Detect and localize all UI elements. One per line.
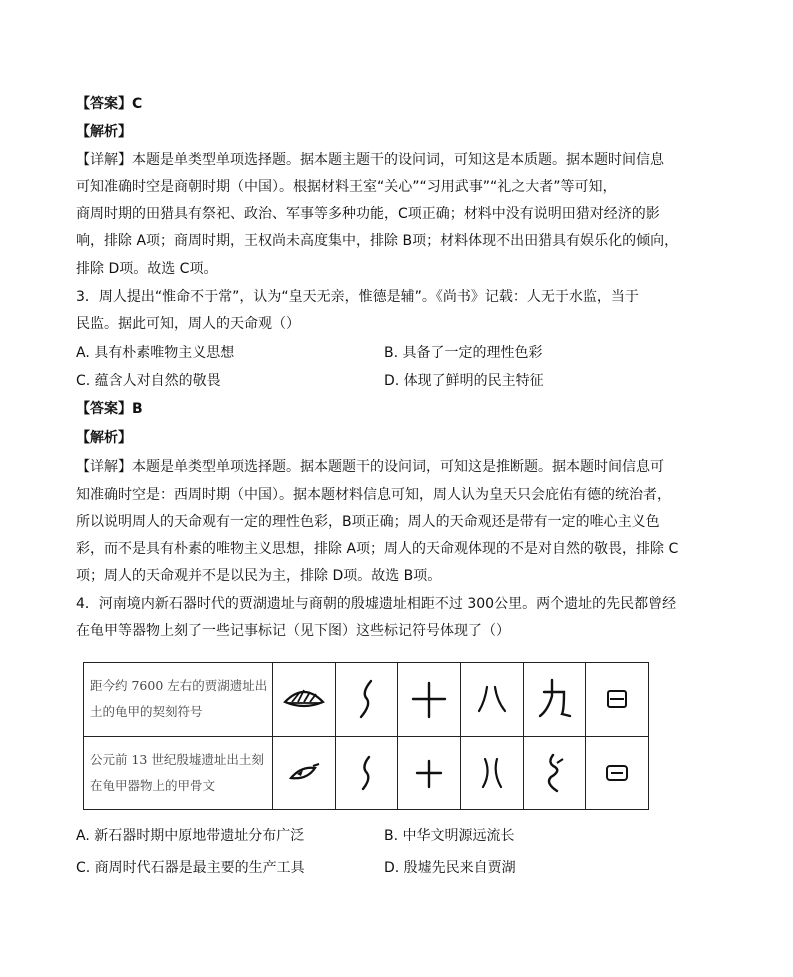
q3-analysis-label: 【解析】 xyxy=(76,430,132,446)
answer-value: C xyxy=(132,96,143,112)
answer-value: B xyxy=(132,401,143,417)
table-row xyxy=(84,736,649,810)
curve-glyph-icon xyxy=(335,663,398,737)
sun-glyph-icon xyxy=(586,736,649,810)
q3-detail-line: 【详解】本题是单类型单项选择题。据本题题干的设问词，可知这是推断题。据本题时间信息可 xyxy=(76,459,664,475)
eye-glyph-icon xyxy=(273,736,336,810)
row-label-line: 土的龟甲的契刻符号 xyxy=(90,704,203,720)
q3-detail-line: 所以说明周人的天命观有一定的理性色彩，B项正确；周人的天命观还是带有一定的唯心主义色 xyxy=(76,514,660,530)
q4-stem-line: 4．河南境内新石器时代的贾湖遗址与商朝的殷墟遗址相距不过 300公里。两个遗址的先民都曾经 xyxy=(76,596,677,612)
eight-glyph-icon xyxy=(460,663,523,737)
q2-detail-line: 商周时期的田猎具有祭祀、政治、军事等多种功能，C项正确；材料中没有说明田猎对经济的影 xyxy=(76,206,660,222)
q3-option-a: A. 具有朴素唯物主义思想 xyxy=(76,345,235,361)
q3-detail-line: 知准确时空是：西周时期（中国）。据本题材料信息可知，周人认为皇天只会庇佑有德的统治者， xyxy=(76,487,671,503)
nine-glyph-icon xyxy=(523,736,586,810)
answer-label: 【答案】 xyxy=(76,401,132,417)
row-label-line: 公元前 13 世纪殷墟遗址出土刻 xyxy=(90,751,264,767)
q4-option-c: C. 商周时代石器是最主要的生产工具 xyxy=(76,860,305,876)
symbol-comparison-table xyxy=(83,662,649,810)
q4-option-a: A. 新石器时期中原地带遗址分布广泛 xyxy=(76,828,305,844)
q3-detail-line: 项；周人的天命观并不是以民为主，排除 D项。故选 B项。 xyxy=(76,568,442,584)
answer-label: 【答案】 xyxy=(76,96,132,112)
q3-option-d: D. 体现了鲜明的民主特征 xyxy=(384,373,544,389)
row-label-line: 距今约 7600 左右的贾湖遗址出 xyxy=(90,678,268,694)
q2-detail-line: 可知准确时空是商朝时期（中国）。根据材料王室“关心”“习用武事”“礼之大者”等可知， xyxy=(76,179,617,195)
curve-glyph-icon xyxy=(335,736,398,810)
sun-glyph-icon xyxy=(586,663,649,737)
row-label-line: 在龟甲器物上的甲骨文 xyxy=(90,777,216,793)
q3-stem-line: 3．周人提出“惟命不于常”，认为“皇天无亲，惟德是辅”。《尚书》记载：人无于水监，当于 xyxy=(76,289,639,305)
row-label-jiahu xyxy=(84,663,273,737)
row-label-yinxu xyxy=(84,736,273,810)
q3-detail-line: 彩，而不是具有朴素的唯物主义思想，排除 A项；周人的天命观体现的不是对自然的敬畏，排除 C xyxy=(76,541,679,557)
cross-glyph-icon xyxy=(398,736,461,810)
q3-answer xyxy=(76,399,696,419)
q3-option-c: C. 蕴含人对自然的敬畏 xyxy=(76,373,221,389)
eight-glyph-icon xyxy=(460,736,523,810)
q4-stem-line: 在龟甲等器物上刻了一些记事标记（见下图）这些标记符号体现了（） xyxy=(76,623,510,639)
q2-detail-line: 【详解】本题是单类型单项选择题。据本题主题干的设问词，可知这是本质题。据本题时间信息 xyxy=(76,152,664,168)
q2-answer xyxy=(76,94,696,114)
q2-detail-line: 排除 D项。故选 C项。 xyxy=(76,261,218,277)
q4-option-d: D. 殷墟先民来自贾湖 xyxy=(384,860,516,876)
q4-option-b: B. 中华文明源远流长 xyxy=(384,828,515,844)
q2-detail-line: 响，排除 A项；商周时期，王权尚未高度集中，排除 B项；材料体现不出田猎具有娱乐化的倾向， xyxy=(76,233,679,249)
q3-option-b: B. 具备了一定的理性色彩 xyxy=(384,345,543,361)
q3-stem-line: 民监。据此可知，周人的天命观（） xyxy=(76,316,300,332)
table-row xyxy=(84,663,649,737)
cross-glyph-icon xyxy=(398,663,461,737)
nine-glyph-icon xyxy=(523,663,586,737)
eye-glyph-icon xyxy=(273,663,336,737)
q2-analysis-label: 【解析】 xyxy=(76,124,132,140)
